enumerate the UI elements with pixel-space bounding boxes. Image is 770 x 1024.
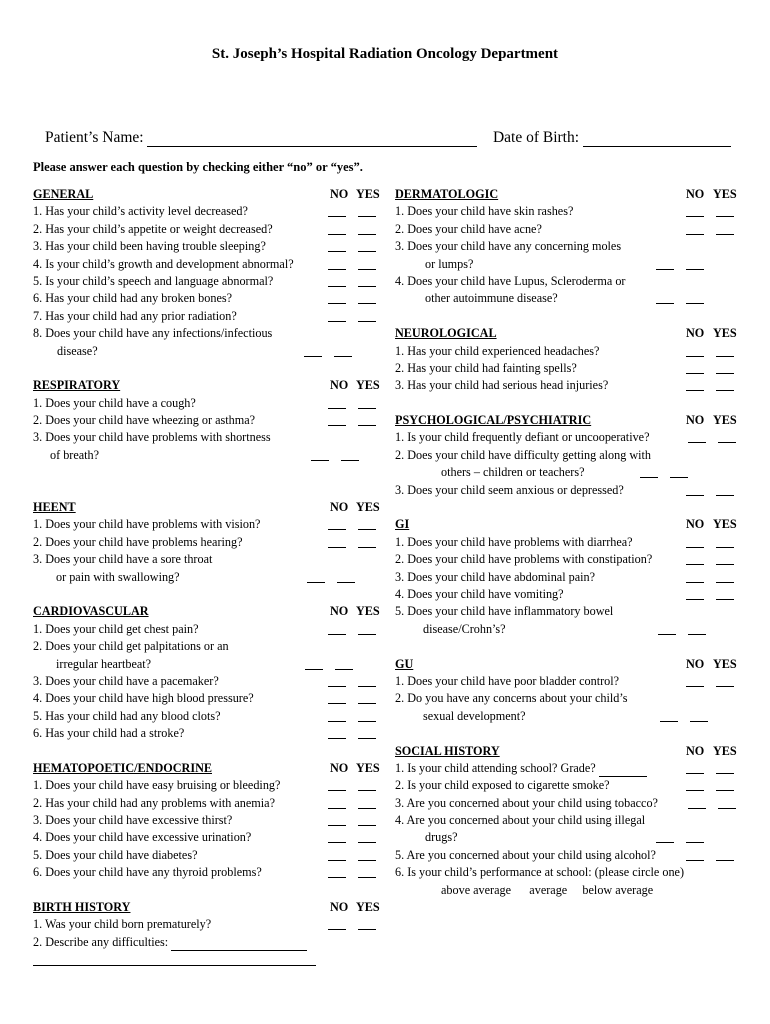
no-header: NO <box>686 326 705 341</box>
no-blank[interactable] <box>686 790 704 791</box>
question-row <box>33 656 378 673</box>
yes-header: YES <box>713 413 737 428</box>
no-blank[interactable] <box>328 842 346 843</box>
question-row <box>33 934 378 951</box>
yes-blank[interactable] <box>358 877 376 878</box>
yes-blank[interactable] <box>358 703 376 704</box>
yes-blank[interactable] <box>358 686 376 687</box>
dob-label: Date of Birth: <box>492 129 580 146</box>
no-blank[interactable] <box>328 286 346 287</box>
section-title: GENERAL <box>33 187 94 201</box>
yes-blank[interactable] <box>358 721 376 722</box>
question-row <box>395 690 740 707</box>
no-blank[interactable] <box>328 529 346 530</box>
question-text: 3. Does your child have a pacemaker? <box>33 673 219 688</box>
difficulties-continuation <box>33 951 378 968</box>
question-text: 1. Has your child’s activity level decreased? <box>33 204 248 219</box>
no-blank[interactable] <box>686 860 704 861</box>
question-row <box>395 847 740 864</box>
question-row <box>33 864 378 881</box>
no-blank[interactable] <box>658 634 676 635</box>
question-row <box>395 795 740 812</box>
yes-header: YES <box>356 500 380 515</box>
question-text: 2. Has your child had any problems with anemia? <box>33 795 275 810</box>
no-blank[interactable] <box>328 321 346 322</box>
question-text: 8. Does your child have any infections/infectious <box>33 326 273 341</box>
performance-options-text[interactable]: above average average below average <box>441 882 654 897</box>
question-text: others – children or teachers? <box>441 465 585 480</box>
question-row <box>33 256 378 273</box>
section-title: GU <box>395 656 414 671</box>
yes-blank[interactable] <box>334 356 352 357</box>
performance-options[interactable] <box>395 882 740 899</box>
question-text: 2. Does your child have acne? <box>395 221 542 236</box>
question-row <box>395 273 740 290</box>
yes-blank[interactable] <box>718 442 736 443</box>
no-blank[interactable] <box>328 303 346 304</box>
no-blank[interactable] <box>328 860 346 861</box>
section-neurological <box>395 325 740 395</box>
section-gu <box>395 656 740 726</box>
question-row <box>395 360 740 377</box>
no-blank[interactable] <box>328 408 346 409</box>
no-blank[interactable] <box>328 634 346 635</box>
no-blank[interactable] <box>328 425 346 426</box>
question-row <box>33 238 378 255</box>
no-blank[interactable] <box>640 477 658 478</box>
question-text: 1. Does your child have easy bruising or bleeding? <box>33 778 281 793</box>
question-row <box>395 760 740 777</box>
section-title: NEUROLOGICAL <box>395 326 497 341</box>
yes-blank[interactable] <box>358 216 376 217</box>
no-header: NO <box>686 413 705 428</box>
question-row <box>33 638 378 655</box>
section-birth-history <box>33 899 378 969</box>
question-text: 2. Does your child have problems hearing? <box>33 534 243 549</box>
dob-field[interactable] <box>583 132 731 147</box>
yes-blank[interactable] <box>335 669 353 670</box>
no-blank[interactable] <box>686 234 704 235</box>
question-row <box>33 673 378 690</box>
page-title: St. Joseph’s Hospital Radiation Oncology Department <box>211 46 559 62</box>
no-blank[interactable] <box>686 564 704 565</box>
no-blank[interactable] <box>328 929 346 930</box>
question-row <box>33 412 378 429</box>
yes-blank[interactable] <box>358 842 376 843</box>
section-social-history <box>395 743 740 900</box>
question-text: 1. Does your child have problems with vision? <box>33 517 261 532</box>
yes-blank[interactable] <box>716 356 734 357</box>
no-blank[interactable] <box>686 599 704 600</box>
yes-blank[interactable] <box>688 634 706 635</box>
question-text: 3. Does your child have problems with shortness <box>33 430 271 445</box>
question-row <box>33 916 378 933</box>
question-text: 2. Does your child get palpitations or an <box>33 639 229 654</box>
section-title: HEENT <box>33 500 76 515</box>
question-row <box>395 603 740 620</box>
no-blank[interactable] <box>328 547 346 548</box>
section-title: DERMATOLOGIC <box>395 187 499 201</box>
no-header: NO <box>330 760 349 775</box>
question-row <box>33 308 378 325</box>
question-text: 3. Does your child have excessive thirst? <box>33 813 233 828</box>
no-blank[interactable] <box>688 808 706 809</box>
no-blank[interactable] <box>328 825 346 826</box>
no-blank[interactable] <box>686 773 704 774</box>
question-row <box>33 708 378 725</box>
question-row <box>395 464 740 481</box>
no-blank[interactable] <box>307 582 325 583</box>
no-blank[interactable] <box>686 495 704 496</box>
question-row <box>33 395 378 412</box>
yes-blank[interactable] <box>358 408 376 409</box>
question-text: 4. Does your child have Lupus, Scleroderma or <box>395 273 626 288</box>
yes-blank[interactable] <box>358 738 376 739</box>
question-text: 2. Has your child’s appetite or weight decreased? <box>33 221 273 236</box>
patient-name-label: Patient’s Name: <box>45 129 144 146</box>
yes-blank[interactable] <box>716 686 734 687</box>
question-row <box>33 447 378 464</box>
no-blank[interactable] <box>686 686 704 687</box>
question-text: 5. Does your child have inflammatory bowel <box>395 604 614 619</box>
question-row <box>33 516 378 533</box>
question-row <box>33 551 378 568</box>
question-text: 4. Does your child have excessive urination? <box>33 830 252 845</box>
question-text: 4. Are you concerned about your child using illegal <box>395 813 646 828</box>
no-blank[interactable] <box>304 356 322 357</box>
no-blank[interactable] <box>656 303 674 304</box>
question-text: 3. Has your child been having trouble sleeping? <box>33 239 266 254</box>
question-row <box>395 256 740 273</box>
yes-blank[interactable] <box>716 495 734 496</box>
no-blank[interactable] <box>328 703 346 704</box>
question-row <box>33 534 378 551</box>
yes-blank[interactable] <box>358 929 376 930</box>
question-text: disease? <box>57 343 98 358</box>
patient-info-row <box>45 129 731 147</box>
question-text: 1. Does your child have problems with diarrhea? <box>395 534 633 549</box>
yes-blank[interactable] <box>690 721 708 722</box>
question-text: 2. Does your child have wheezing or asthma? <box>33 413 256 428</box>
question-row <box>33 812 378 829</box>
section-dermatologic <box>395 186 740 308</box>
no-blank[interactable] <box>686 582 704 583</box>
yes-blank[interactable] <box>358 808 376 809</box>
question-text: 3. Does your child seem anxious or depressed? <box>395 482 624 497</box>
question-text: 3. Does your child have any concerning moles <box>395 239 622 254</box>
question-text: 5. Is your child’s speech and language abnormal? <box>33 273 274 288</box>
question-row <box>395 708 740 725</box>
question-text: other autoimmune disease? <box>425 291 558 306</box>
question-row <box>395 343 740 360</box>
yes-blank[interactable] <box>716 390 734 391</box>
question-text: irregular heartbeat? <box>56 656 152 671</box>
question-text: 7. Has your child had any prior radiation? <box>33 308 237 323</box>
question-text: 2. Do you have any concerns about your child’s <box>395 691 628 706</box>
no-blank[interactable] <box>660 721 678 722</box>
question-text: sexual development? <box>423 708 526 723</box>
section-title: PSYCHOLOGICAL/PSYCHIATRIC <box>395 413 592 428</box>
yes-blank[interactable] <box>716 216 734 217</box>
question-text: disease/Crohn’s? <box>423 621 506 636</box>
yes-blank[interactable] <box>686 303 704 304</box>
no-blank[interactable] <box>686 356 704 357</box>
yes-blank[interactable] <box>716 582 734 583</box>
yes-header: YES <box>713 326 737 341</box>
question-row <box>33 203 378 220</box>
question-text: 6. Has your child had any broken bones? <box>33 291 233 306</box>
question-row <box>33 621 378 638</box>
no-blank[interactable] <box>328 877 346 878</box>
question-text: 1. Does your child get chest pain? <box>33 621 199 636</box>
yes-header: YES <box>713 187 737 201</box>
question-row <box>33 690 378 707</box>
yes-header: YES <box>356 900 380 915</box>
question-text: 1. Does your child have poor bladder control? <box>395 673 620 688</box>
no-blank[interactable] <box>305 669 323 670</box>
question-row <box>33 429 378 446</box>
question-text: 3. Are you concerned about your child using tobacco? <box>395 795 658 810</box>
question-row <box>395 429 740 446</box>
question-row <box>395 238 740 255</box>
yes-blank[interactable] <box>358 860 376 861</box>
question-text: 6. Has your child had a stroke? <box>33 726 185 741</box>
yes-header: YES <box>356 604 380 619</box>
question-text: 4. Is your child’s growth and development abnormal? <box>33 256 294 271</box>
no-header: NO <box>686 517 705 532</box>
no-blank[interactable] <box>656 269 674 270</box>
yes-blank[interactable] <box>686 842 704 843</box>
question-row <box>395 551 740 568</box>
yes-blank[interactable] <box>358 269 376 270</box>
yes-blank[interactable] <box>670 477 688 478</box>
patient-name-field[interactable] <box>147 132 477 147</box>
yes-header: YES <box>356 187 380 201</box>
question-text: 2. Does your child have difficulty getting along with <box>395 447 652 462</box>
no-blank[interactable] <box>328 234 346 235</box>
yes-blank[interactable] <box>358 321 376 322</box>
no-blank[interactable] <box>328 721 346 722</box>
yes-blank[interactable] <box>358 790 376 791</box>
question-text: 5. Are you concerned about your child using alcohol? <box>395 847 656 862</box>
yes-blank[interactable] <box>716 564 734 565</box>
question-row <box>33 829 378 846</box>
section-title: RESPIRATORY <box>33 378 121 393</box>
yes-blank[interactable] <box>716 773 734 774</box>
yes-header: YES <box>713 656 737 671</box>
no-blank[interactable] <box>686 390 704 391</box>
question-text: 4. Does your child have vomiting? <box>395 586 564 601</box>
question-row <box>33 273 378 290</box>
section-title: GI <box>395 517 410 532</box>
yes-blank[interactable] <box>358 251 376 252</box>
section-title: SOCIAL HISTORY <box>395 743 500 758</box>
question-text: 2. Does your child have problems with constipation? <box>395 552 653 567</box>
section-title: BIRTH HISTORY <box>33 900 131 915</box>
question-row <box>395 777 740 794</box>
question-row <box>395 586 740 603</box>
question-row <box>33 343 378 360</box>
yes-header: YES <box>356 378 380 393</box>
question-row <box>395 569 740 586</box>
difficulties-line[interactable] <box>33 951 316 966</box>
no-blank[interactable] <box>328 216 346 217</box>
question-text: 1. Does your child have skin rashes? <box>395 204 574 219</box>
no-header: NO <box>686 656 705 671</box>
yes-blank[interactable] <box>358 234 376 235</box>
question-row <box>33 725 378 742</box>
section-heent <box>33 499 378 586</box>
no-blank[interactable] <box>328 790 346 791</box>
question-text: 3. Does your child have a sore throat <box>33 552 213 567</box>
question-text: 1. Is your child frequently defiant or uncooperative? <box>395 430 650 445</box>
question-row <box>33 847 378 864</box>
no-blank[interactable] <box>686 547 704 548</box>
no-blank[interactable] <box>656 842 674 843</box>
no-header: NO <box>330 604 349 619</box>
question-text: 6. Is your child’s performance at school: (please circle one) <box>395 865 685 880</box>
instructions: Please answer each question by checking either “no” or “yes”. <box>33 160 363 174</box>
section-cardiovascular <box>33 603 378 742</box>
no-header: NO <box>686 743 705 758</box>
section-respiratory <box>33 377 378 464</box>
question-row <box>395 621 740 638</box>
no-header: NO <box>686 187 705 201</box>
yes-blank[interactable] <box>686 269 704 270</box>
section-hematopoetic <box>33 760 378 882</box>
yes-blank[interactable] <box>341 460 359 461</box>
section-gi <box>395 516 740 638</box>
question-text: 2. Is your child exposed to cigarette smoke? <box>395 778 610 793</box>
no-header: NO <box>330 900 349 915</box>
question-row <box>395 221 740 238</box>
no-blank[interactable] <box>328 686 346 687</box>
question-text: or lumps? <box>425 256 474 271</box>
no-blank[interactable] <box>686 373 704 374</box>
difficulties-field[interactable] <box>171 938 307 951</box>
yes-blank[interactable] <box>716 790 734 791</box>
yes-blank[interactable] <box>337 582 355 583</box>
question-row <box>395 377 740 394</box>
question-row <box>33 795 378 812</box>
question-text: 3. Does your child have abdominal pain? <box>395 569 596 584</box>
question-row <box>395 829 740 846</box>
no-blank[interactable] <box>688 442 706 443</box>
grade-field[interactable] <box>599 764 647 777</box>
left-column <box>33 186 378 969</box>
question-text: 5. Has your child had any blood clots? <box>33 708 221 723</box>
no-blank[interactable] <box>328 269 346 270</box>
yes-blank[interactable] <box>358 303 376 304</box>
question-text: 1. Was your child born prematurely? <box>33 917 212 932</box>
question-row <box>395 812 740 829</box>
question-row <box>33 221 378 238</box>
question-row <box>395 482 740 499</box>
yes-blank[interactable] <box>358 425 376 426</box>
no-header: NO <box>330 500 349 515</box>
question-text: 2. Describe any difficulties: <box>33 934 169 949</box>
question-row <box>395 534 740 551</box>
yes-blank[interactable] <box>358 529 376 530</box>
section-psychological <box>395 412 740 499</box>
yes-blank[interactable] <box>358 634 376 635</box>
yes-blank[interactable] <box>718 808 736 809</box>
question-row <box>33 290 378 307</box>
question-row <box>395 290 740 307</box>
question-row <box>33 325 378 342</box>
question-text: 1. Does your child have a cough? <box>33 395 196 410</box>
yes-blank[interactable] <box>716 547 734 548</box>
yes-blank[interactable] <box>716 373 734 374</box>
yes-blank[interactable] <box>716 599 734 600</box>
yes-blank[interactable] <box>358 286 376 287</box>
question-text: drugs? <box>425 830 458 845</box>
question-text: or pain with swallowing? <box>56 569 180 584</box>
no-blank[interactable] <box>311 460 329 461</box>
question-row <box>395 673 740 690</box>
no-blank[interactable] <box>328 251 346 252</box>
yes-header: YES <box>713 743 737 758</box>
question-row <box>395 864 740 881</box>
question-text: 6. Does your child have any thyroid problems? <box>33 865 262 880</box>
right-column <box>395 186 740 899</box>
no-blank[interactable] <box>328 738 346 739</box>
yes-blank[interactable] <box>358 547 376 548</box>
question-text: 3. Has your child had serious head injuries? <box>395 378 609 393</box>
no-header: NO <box>330 187 349 201</box>
question-text: 5. Does your child have diabetes? <box>33 847 198 862</box>
section-title: CARDIOVASCULAR <box>33 604 149 619</box>
question-row <box>33 569 378 586</box>
yes-blank[interactable] <box>358 825 376 826</box>
section-general <box>33 186 378 360</box>
yes-blank[interactable] <box>716 234 734 235</box>
question-row <box>395 203 740 220</box>
no-blank[interactable] <box>686 216 704 217</box>
question-row <box>33 777 378 794</box>
question-text: 4. Does your child have high blood pressure? <box>33 691 254 706</box>
question-text: 1. Has your child experienced headaches? <box>395 343 600 358</box>
yes-header: YES <box>713 517 737 532</box>
question-text: of breath? <box>50 447 100 462</box>
yes-blank[interactable] <box>716 860 734 861</box>
no-header: NO <box>330 378 349 393</box>
question-text: 2. Has your child had fainting spells? <box>395 360 577 375</box>
question-row <box>395 447 740 464</box>
section-title: HEMATOPOETIC/ENDOCRINE <box>33 760 212 775</box>
no-blank[interactable] <box>328 808 346 809</box>
question-text: 1. Is your child attending school? Grade? <box>395 760 596 775</box>
yes-header: YES <box>356 760 380 775</box>
